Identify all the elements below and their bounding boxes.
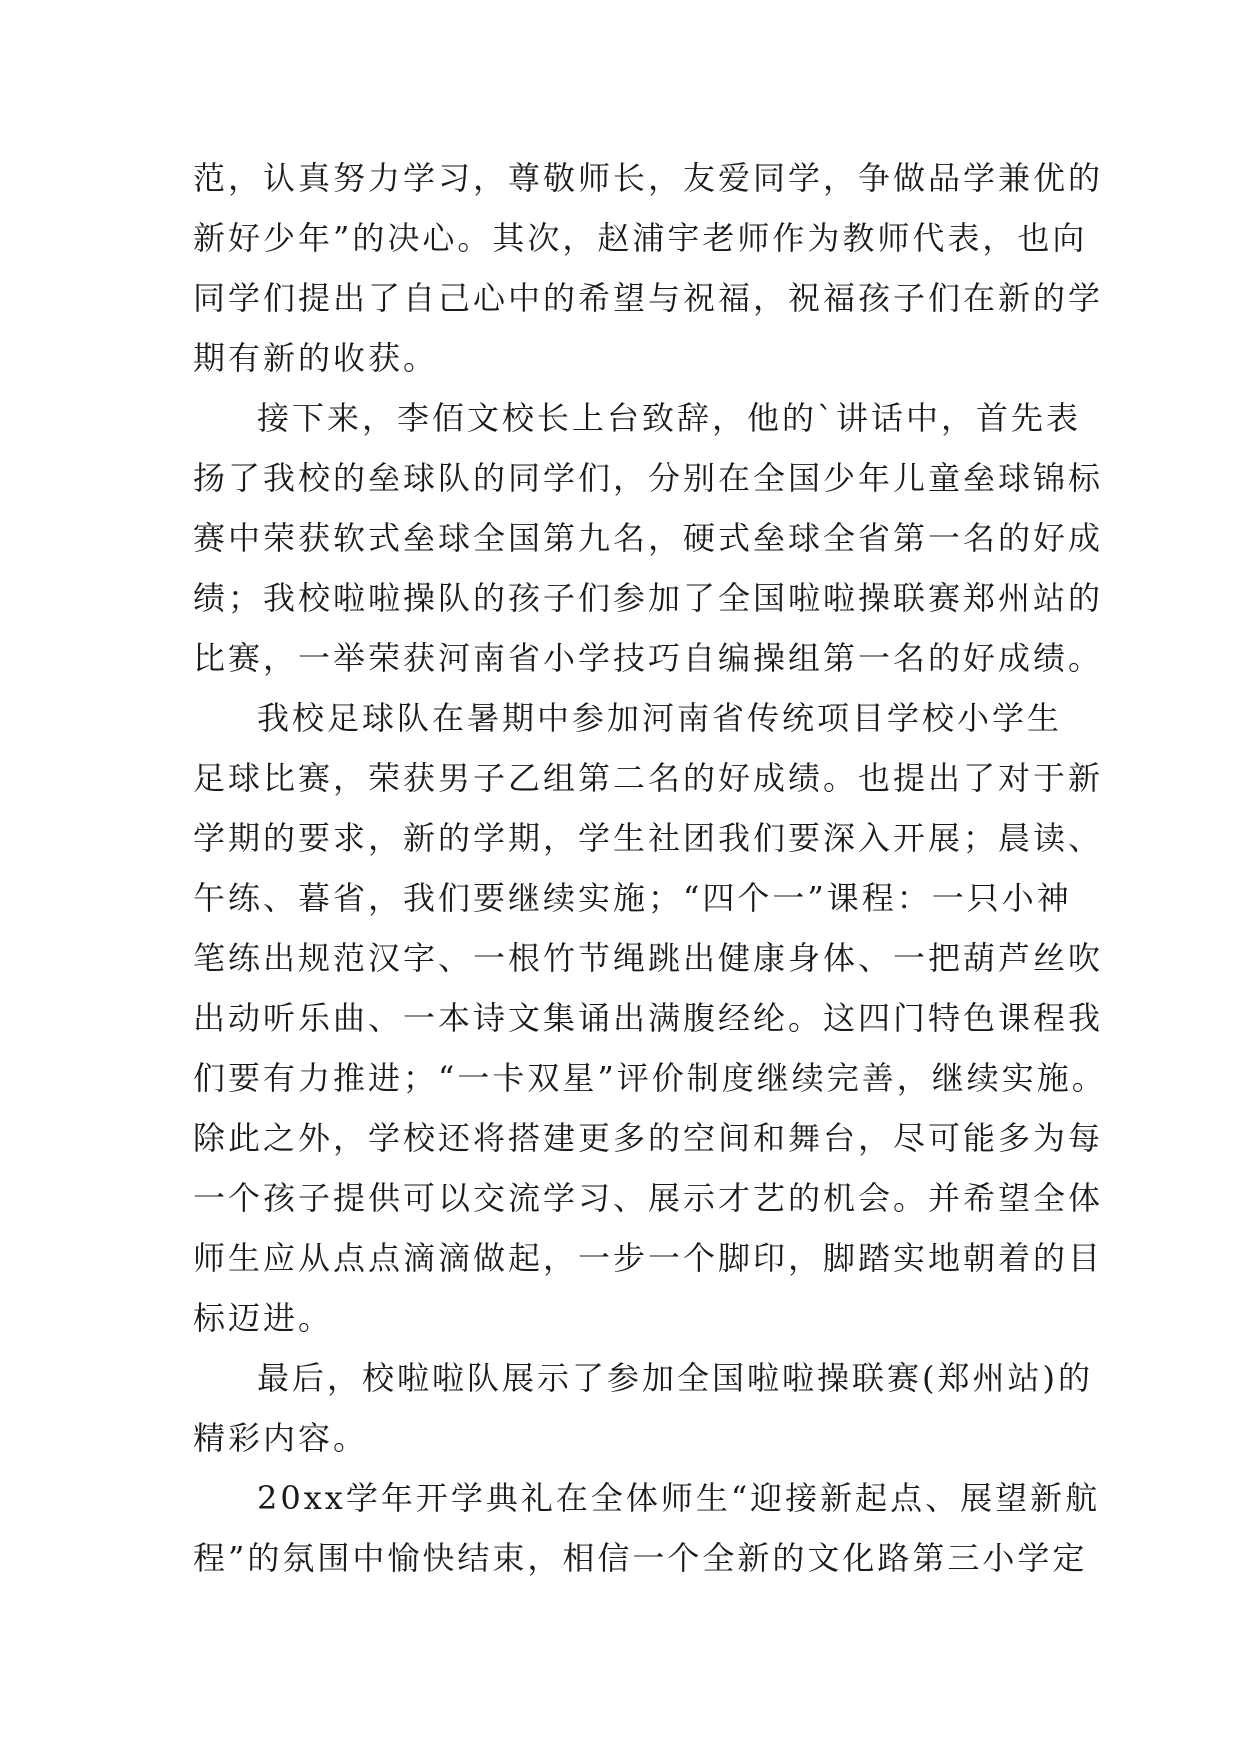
text-line: 比赛，一举荣获河南省小学技巧自编操组第一名的好成绩。 [193,639,1104,677]
paragraph-first-line: 最后，校啦啦队展示了参加全国啦啦操联赛(郑州站)的 [257,1359,1093,1397]
text-line: 笔练出规范汉字、一根竹节绳跳出健康身体、一把葫芦丝吹 [193,939,1104,977]
text-line: 一个孩子提供可以交流学习、展示才艺的机会。并希望全体 [193,1179,1104,1217]
text-line: 学期的要求，新的学期，学生社团我们要深入开展；晨读、 [193,819,1104,857]
document-body [193,148,1107,1588]
text-line: 赛中荣获软式垒球全国第九名，硬式垒球全省第一名的好成 [193,519,1104,557]
text-line: 新好少年”的决心。其次，赵浦宇老师作为教师代表，也向 [193,219,1088,257]
text-line: 程”的氛围中愉快结束，相信一个全新的文化路第三小学定 [193,1539,1088,1577]
paragraph-first-line: 接下来，李佰文校长上台致辞，他的`讲话中，首先表 [257,399,1082,437]
text-line: 标迈进。 [193,1299,334,1337]
text-line: 同学们提出了自己心中的希望与祝福，祝福孩子们在新的学 [193,279,1104,317]
text-line: 们要有力推进；“一卡双星”评价制度继续完善，继续实施。 [193,1059,1107,1097]
paragraph-first-line: 20xx学年开学典礼在全体师生“迎接新起点、展望新航 [257,1479,1101,1517]
text-line: 午练、暮省，我们要继续实施；“四个一”课程：一只小神 [193,879,1072,917]
text-line: 绩；我校啦啦操队的孩子们参加了全国啦啦操联赛郑州站的 [193,579,1104,617]
text-line: 除此之外，学校还将搭建更多的空间和舞台，尽可能多为每 [193,1119,1104,1157]
paragraph-first-line: 我校足球队在暑期中参加河南省传统项目学校小学生 [257,699,1063,737]
text-line: 范，认真努力学习，尊敬师长，友爱同学，争做品学兼优的 [193,159,1104,197]
text-line: 扬了我校的垒球队的同学们，分别在全国少年儿童垒球锦标 [193,459,1104,497]
text-line: 精彩内容。 [193,1419,369,1457]
text-line: 师生应从点点滴滴做起，一步一个脚印，脚踏实地朝着的目 [193,1239,1104,1277]
text-line: 期有新的收获。 [193,339,439,377]
text-line: 出动听乐曲、一本诗文集诵出满腹经纶。这四门特色课程我 [193,999,1104,1037]
text-line: 足球比赛，荣获男子乙组第二名的好成绩。也提出了对于新 [193,759,1104,797]
